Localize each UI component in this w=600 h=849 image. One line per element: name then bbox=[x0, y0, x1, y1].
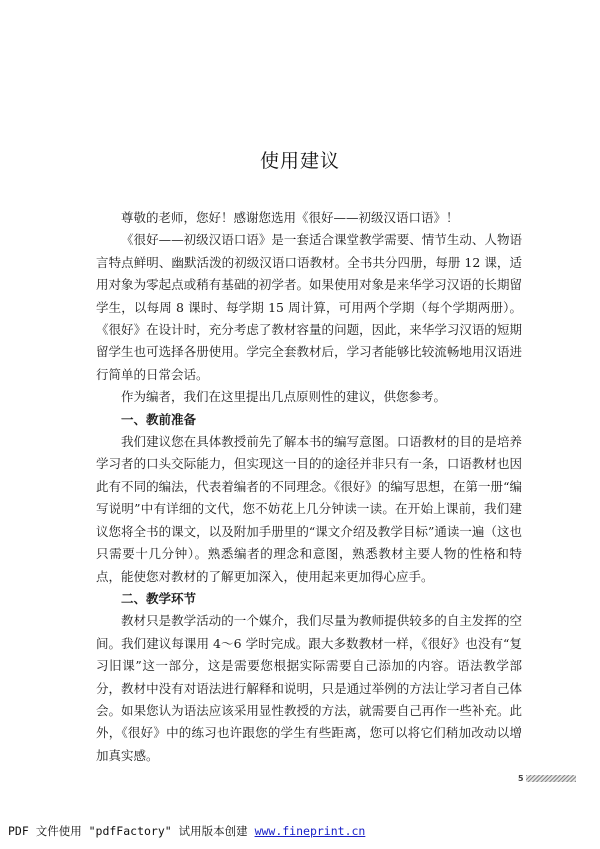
footer-text: PDF 文件使用 "pdfFactory" 试用版本创建 bbox=[8, 824, 248, 838]
footer-link[interactable]: www.fineprint.cn bbox=[254, 824, 366, 838]
section-text-teaching: 教材只是教学活动的一个媒介，我们尽量为教师提供较多的自主发挥的空间。我们建议每课用 4～6 学时完成。跟大多数教材一样，《很好》也没有“复习旧课”这一部分，这是需要您根据实际需要自己添加的内容。语法教学部分，教材中没有对语法进行解释和说明，只是通过举例的方法让学习者自己体会。如果您认为语法应该采用显性教授的方法，就需要自己再作一些补充。此外，《很好》中的练习也许跟您的学生有些距离，您可以将它们稍加改动以增加真实感。 bbox=[96, 613, 522, 763]
greeting-paragraph: 尊敬的老师，您好！感谢您选用《很好——初级汉语口语》！ bbox=[121, 210, 459, 225]
intro-paragraph: 《很好——初级汉语口语》是一套适合课堂教学需要、情节生动、人物语言特点鲜明、幽默活泼的初级汉语口语教材。全书共分四册，每册 12 课，适用对象为零起点或稍有基础的初学者。如果使用对象是来华学习汉语的长期留学生，以每周 8 课时、每学期 15 周计算，可用两个学期（每个学期两册）。《很好》在设计时，充分考虑了教材容量的问题，因此，来华学习汉语的短期留学生也可选择各册使用。学完全套教材后，学习者能够比较流畅地用汉语进行简单的日常会话。 bbox=[96, 232, 522, 382]
pdf-footer bbox=[8, 823, 365, 839]
section-heading-teaching: 二、教学环节 bbox=[121, 590, 197, 606]
page-number-bar bbox=[526, 775, 576, 782]
page-number-box bbox=[518, 774, 576, 783]
page-number: 5 bbox=[518, 774, 524, 783]
section-text-preparation: 我们建议您在具体教授前先了解本书的编写意图。口语教材的目的是培养学习者的口头交际能力，但实现这一目的的途径并非只有一条，口语教材也因此有不同的编法，代表着编者的不同理念。《很好》的编写思想，在第一册“编写说明”中有详细的文代，您不妨花上几分钟读一读。在开始上课前，我们建议您将全书的课文，以及附加手册里的“课文介绍及教学目标”通读一遍（这也只需要十几分钟）。熟悉编者的理念和意图，熟悉教材主要人物的性格和特点，能使您对教材的了解更加深入，使用起来更加得心应手。 bbox=[96, 434, 522, 584]
preface-paragraph: 作为编者，我们在这里提出几点原则性的建议，供您参考。 bbox=[121, 389, 447, 405]
page-title: 使用建议 bbox=[259, 150, 340, 172]
document-body bbox=[96, 207, 522, 767]
section-heading-preparation: 一、教前准备 bbox=[121, 411, 197, 427]
